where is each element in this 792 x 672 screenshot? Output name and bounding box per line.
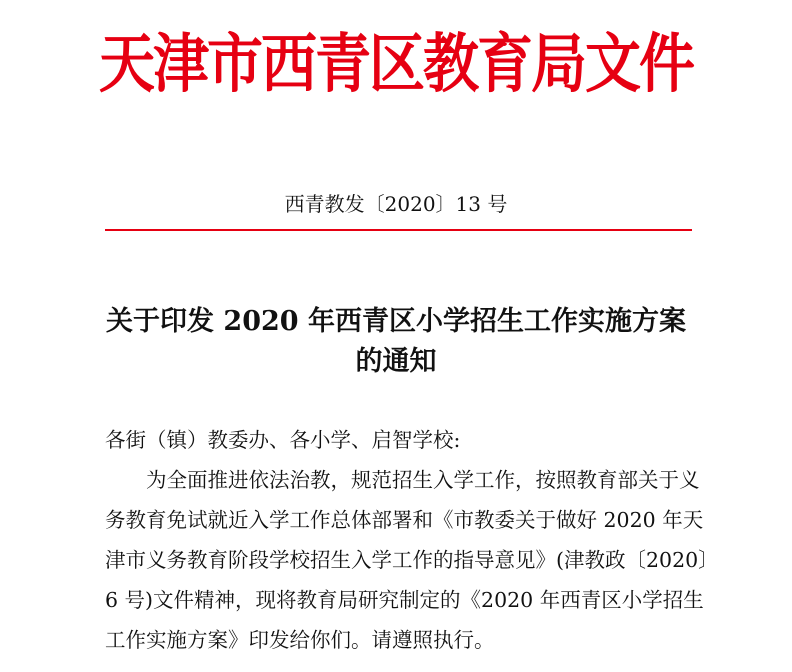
body-line: 工作实施方案》印发给你们。请遵照执行。 — [105, 628, 495, 652]
body-line: 务教育免试就近入学工作总体部署和《市教委关于做好 2020 年天 — [105, 508, 704, 532]
document-title — [0, 302, 792, 382]
document-number: 西青教发〔2020〕13 号 — [284, 192, 508, 216]
red-divider — [105, 229, 692, 231]
title-line-2: 的通知 — [355, 346, 437, 377]
document-masthead: 天津市西青区教育局文件 — [99, 26, 693, 102]
title-line-1: 关于印发 2020 年西青区小学招生工作实施方案 — [106, 306, 686, 337]
body-line: 津市义务教育阶段学校招生入学工作的指导意见》(津教政〔2020〕 — [105, 548, 719, 572]
body-line: 为全面推进依法治教，规范招生入学工作，按照教育部关于义 — [146, 468, 700, 492]
body-line: 6 号)文件精神，现将教育局研究制定的《2020 年西青区小学招生 — [105, 588, 704, 612]
salutation: 各街（镇）教委办、各小学、启智学校: — [105, 428, 461, 452]
document-body — [105, 420, 719, 660]
